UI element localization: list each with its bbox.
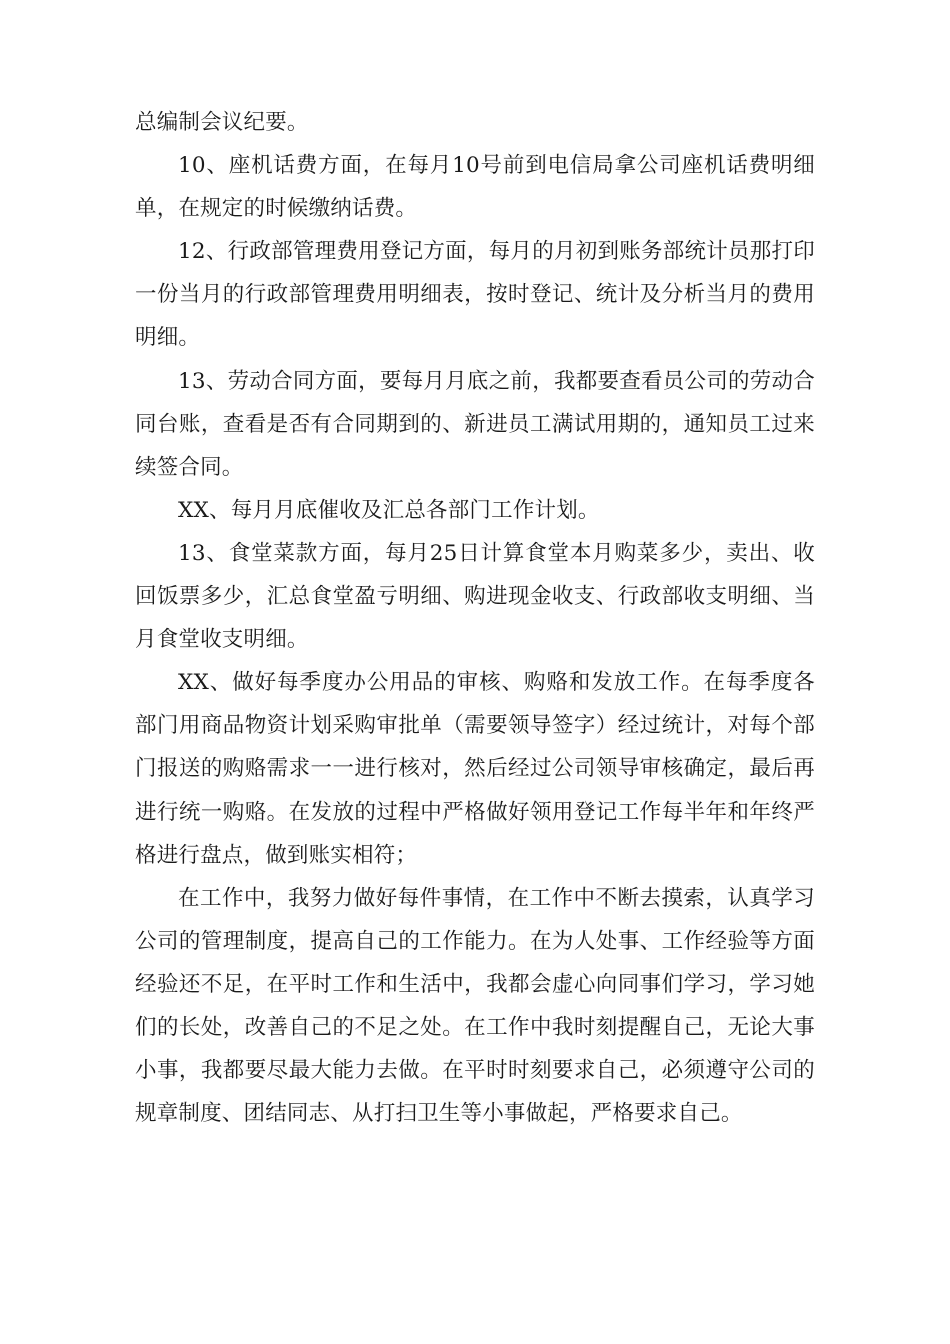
paragraph-labor-contracts: 13、劳动合同方面，要每月月底之前，我都要查看员公司的劳动合同台账，查看是否有合同期到的、新进员工满试用期的，通知员工过来续签合同。 <box>135 368 815 480</box>
paragraph-work-plans: XX、每月月底催收及汇总各部门工作计划。 <box>178 497 600 523</box>
paragraph-office-supplies: XX、做好每季度办公用品的审核、购赂和发放工作。在每季度各部门用商品物资计划采购审批单（需要领导签字）经过统计，对每个部门报送的购赂需求一一进行核对，然后经过公司领导审核确定，最后再进行统一购赂。在发放的过程中严格做好领用登记工作每半年和年终严格进行盘点，做到账实相符； <box>135 670 815 868</box>
paragraph-canteen-funds: 13、食堂菜款方面，每月25日计算食堂本月购菜多少，卖出、收回饭票多少，汇总食堂盈亏明细、购进现金收支、行政部收支明细、当月食堂收支明细。 <box>135 540 815 653</box>
paragraph-admin-expenses: 12、行政部管理费用登记方面，每月的月初到账务部统计员那打印一份当月的行政部管理费用明细表，按时登记、统计及分析当月的费用明细。 <box>135 239 815 351</box>
paragraph-self-reflection: 在工作中，我努力做好每件事情，在工作中不断去摸索，认真学习公司的管理制度，提高自己的工作能力。在为人处事、工作经验等方面经验还不足，在平时工作和生活中，我都会虚心向同事们学习，学习她们的长处，改善自己的不足之处。在工作中我时刻提醒自己，无论大事小事，我都要尽最大能力去做。在平时时刻要求自己，必须遵守公司的规章制度、团结同志、从打扫卫生等小事做起，严格要求自己。 <box>135 885 815 1127</box>
document-body <box>135 101 815 1135</box>
paragraph-meeting-minutes: 总编制会议纪要。 <box>135 110 309 135</box>
paragraph-phone-fees: 10、座机话费方面，在每月10号前到电信局拿公司座机话费明细单，在规定的时候缴纳话费。 <box>135 153 815 222</box>
